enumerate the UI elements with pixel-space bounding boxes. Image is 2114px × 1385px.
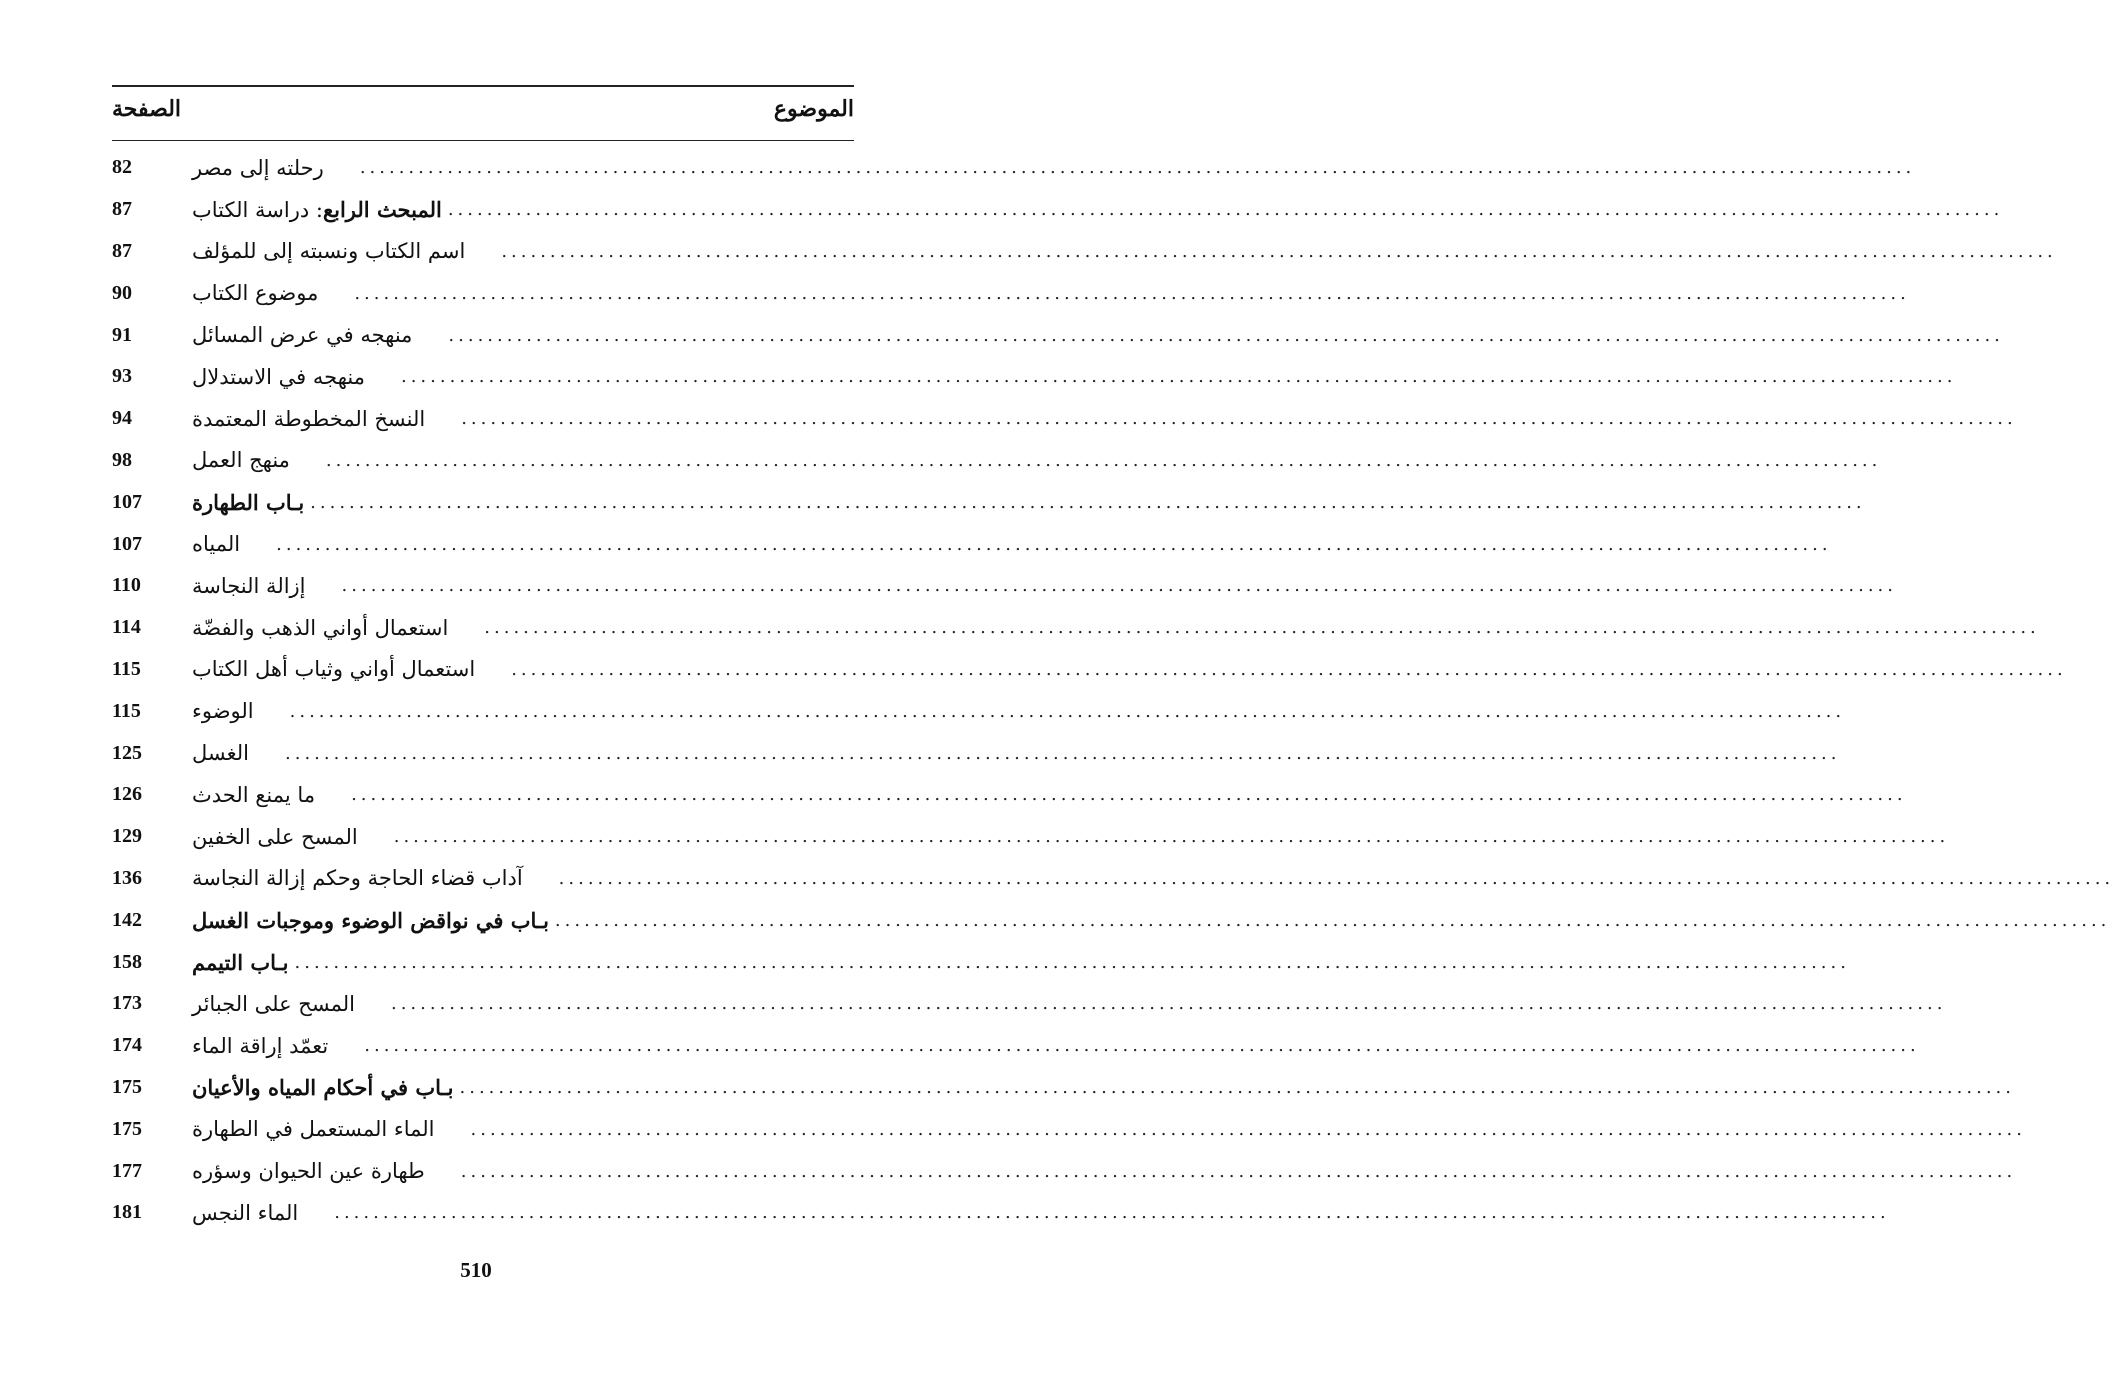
toc-leader-dots: ................................................................................................................................................................ [393, 826, 1950, 848]
toc-entry-page: 114 [112, 616, 141, 639]
toc-entry-title: استعمال أواني وثياب أهل الكتاب [192, 657, 476, 682]
toc-entry [112, 899, 2111, 941]
toc-leader-dots: ................................................................................................................................................................ [310, 491, 1866, 513]
toc-entry-title-bold: المبحث الرابع [322, 197, 442, 223]
toc-entry [112, 314, 2004, 356]
toc-entry-title: تعمّد إراقة الماء [192, 1033, 329, 1058]
toc-entry [112, 690, 1846, 732]
toc-entry-page: 94 [112, 407, 132, 430]
toc-entry-line [182, 1033, 1920, 1058]
toc-entry [112, 732, 1841, 774]
toc-leader-dots: ................................................................................................................................................................ [341, 575, 1897, 597]
toc-entry [112, 941, 1850, 983]
toc-entry-line [182, 323, 2004, 348]
toc-leader-dots: ................................................................................................................................................................ [276, 533, 1832, 555]
toc-leader-dots: ................................................................................................................................................................ [359, 157, 1916, 179]
toc-leader-dots: ................................................................................................................................................................ [351, 784, 1907, 806]
toc-entry-line [182, 197, 2004, 223]
toc-entry-page: 87 [112, 239, 132, 262]
toc-entry [112, 1150, 2017, 1192]
toc-leader-dots: ................................................................................................................................................................ [285, 742, 1841, 764]
toc-entry-page: 93 [112, 365, 132, 388]
toc-entry [112, 523, 1832, 565]
toc-entry-title: بـاب التيمم [192, 949, 289, 975]
toc-entry-page: 129 [112, 825, 142, 848]
toc-entry-line [182, 615, 2040, 640]
toc-entry-page: 158 [112, 950, 142, 973]
toc-entry-title: طهارة عين الحيوان وسؤره [192, 1159, 425, 1184]
toc-entry-page: 107 [112, 490, 142, 513]
toc-leader-dots: ................................................................................................................................................................ [294, 951, 1850, 973]
toc-leader-dots: ................................................................................................................................................................ [447, 199, 2004, 221]
toc-entry-line [182, 239, 2057, 264]
toc-entry-line [182, 949, 1850, 975]
toc-entry-line [182, 532, 1832, 557]
header-page-label: الصفحة [112, 96, 182, 122]
toc-entry-line [182, 1159, 2017, 1184]
toc-entry-line [182, 1117, 2026, 1142]
page-number: 510 [460, 1258, 492, 1282]
toc-leader-dots: ................................................................................................................................................................ [448, 324, 2004, 346]
toc-entry [112, 189, 2004, 231]
toc-entry [112, 1192, 1890, 1234]
toc-entry-title [182, 197, 442, 222]
toc-entry-page: 115 [112, 657, 141, 680]
toc-entry-line [182, 866, 2114, 891]
toc-leader-dots: ................................................................................................................................................................ [459, 1076, 2015, 1098]
toc-entry-page: 91 [112, 323, 132, 346]
toc-entry-title: الوضوء [192, 699, 254, 724]
toc-entry-line [182, 489, 1866, 515]
header-rule [112, 140, 854, 141]
toc-entry-title: موضوع الكتاب [192, 281, 319, 306]
toc-entry-page: 115 [112, 699, 141, 722]
toc-leader-dots: ................................................................................................................................................................ [461, 408, 2017, 430]
toc-entry-title: بـاب الطهارة [192, 489, 305, 515]
toc-entry [112, 481, 1866, 523]
toc-leader-dots: ................................................................................................................................................................ [558, 867, 2114, 889]
toc-entry-line [182, 657, 2067, 682]
toc-entry-page: 110 [112, 574, 141, 597]
toc-entry-title: المسح على الجبائر [192, 991, 355, 1016]
toc-entry-line [182, 824, 1950, 849]
toc-entry [112, 147, 1916, 189]
toc-entry-title-rest: : دراسة الكتاب [192, 198, 323, 223]
toc-entry-page: 82 [112, 156, 132, 179]
toc-entry [112, 231, 2057, 273]
toc-entry-title: المسح على الخفين [192, 824, 358, 849]
toc-entry-page: 174 [112, 1034, 142, 1057]
toc-entry-line [182, 573, 1897, 598]
toc-entry [112, 858, 2114, 900]
toc-entry-title: الغسل [192, 741, 250, 766]
toc-entry-title: رحلته إلى مصر [192, 155, 324, 180]
toc-entry-line [182, 991, 1947, 1016]
toc-entry-page: 175 [112, 1075, 142, 1098]
toc-leader-dots: ................................................................................................................................................................ [400, 366, 1957, 388]
toc-entry-title: النسخ المخطوطة المعتمدة [192, 406, 426, 431]
toc-entry-title: اسم الكتاب ونسبته إلى للمؤلف [192, 239, 466, 264]
toc-entry [112, 272, 1910, 314]
toc-entry [112, 774, 1907, 816]
toc-leader-dots: ................................................................................................................................................................ [554, 909, 2111, 931]
toc-entry-line [182, 1200, 1890, 1225]
toc-entry-line [182, 699, 1846, 724]
toc-entry [112, 1025, 1920, 1067]
toc-entry-title: منهجه في الاستدلال [192, 364, 365, 389]
toc-entry-line [182, 907, 2111, 933]
toc-entry [112, 440, 1882, 482]
toc-entry [112, 1108, 2026, 1150]
toc-entry-title: الماء النجس [192, 1200, 299, 1225]
header-topic-label: الموضوع [773, 96, 854, 122]
toc-entry-page: 126 [112, 783, 142, 806]
toc-entry-title: منهج العمل [192, 448, 290, 473]
toc-entry [112, 983, 1947, 1025]
toc-entry-page: 142 [112, 908, 142, 931]
toc-leader-dots: ................................................................................................................................................................ [334, 1202, 1890, 1224]
toc-entry-line [182, 406, 2017, 431]
toc-leader-dots: ................................................................................................................................................................ [354, 282, 1910, 304]
toc-entry-page: 125 [112, 741, 142, 764]
toc-entry-page: 173 [112, 992, 142, 1015]
toc-leader-dots: ................................................................................................................................................................ [390, 993, 1947, 1015]
toc-entry-title: المياه [192, 532, 241, 557]
toc-entry [112, 649, 2067, 691]
toc-entry [112, 607, 2040, 649]
toc-leader-dots: ................................................................................................................................................................ [289, 700, 1846, 722]
toc-entry [112, 1067, 2015, 1109]
toc-entry-line [182, 155, 1916, 180]
toc-entry-page: 107 [112, 532, 142, 555]
toc-entry-line [182, 448, 1882, 473]
toc-leader-dots: ................................................................................................................................................................ [364, 1035, 1920, 1057]
toc-entry-title: آداب قضاء الحاجة وحكم إزالة النجاسة [192, 866, 523, 891]
toc-leader-dots: ................................................................................................................................................................ [460, 1160, 2017, 1182]
toc-entry-line [182, 782, 1907, 807]
toc-entry-page: 175 [112, 1117, 142, 1140]
toc-entry [112, 565, 1897, 607]
toc-entry-title: إزالة النجاسة [192, 573, 306, 598]
toc-entry-page: 98 [112, 448, 132, 471]
toc-leader-dots: ................................................................................................................................................................ [501, 240, 2057, 262]
toc-entry-title: منهجه في عرض المسائل [192, 323, 413, 348]
toc-entry-page: 87 [112, 198, 132, 221]
toc-leader-dots: ................................................................................................................................................................ [511, 658, 2067, 680]
toc-entry-line [182, 741, 1841, 766]
toc-entry [112, 398, 2017, 440]
toc-entry-title: ما يمنع الحدث [192, 782, 316, 807]
toc-leader-dots: ................................................................................................................................................................ [325, 449, 1882, 471]
top-rule [112, 85, 854, 87]
toc-list [112, 147, 2114, 1234]
toc-entry-title: بـاب في نواقض الوضوء وموجبات الغسل [192, 907, 549, 933]
toc-leader-dots: ................................................................................................................................................................ [484, 617, 2040, 639]
toc-header [112, 96, 854, 130]
toc-entry-title: بـاب في أحكام المياه والأعيان [192, 1074, 454, 1100]
toc-entry [112, 816, 1950, 858]
toc-entry-line [182, 1074, 2015, 1100]
toc-entry [112, 356, 1957, 398]
toc-entry-line [182, 281, 1910, 306]
toc-entry-page: 181 [112, 1201, 142, 1224]
toc-entry-title: استعمال أواني الذهب والفضّة [192, 615, 449, 640]
toc-leader-dots: ................................................................................................................................................................ [470, 1118, 2026, 1140]
toc-entry-page: 136 [112, 866, 142, 889]
toc-entry-title: الماء المستعمل في الطهارة [192, 1117, 435, 1142]
toc-entry-page: 90 [112, 281, 132, 304]
toc-entry-line [182, 364, 1957, 389]
toc-entry-page: 177 [112, 1159, 142, 1182]
